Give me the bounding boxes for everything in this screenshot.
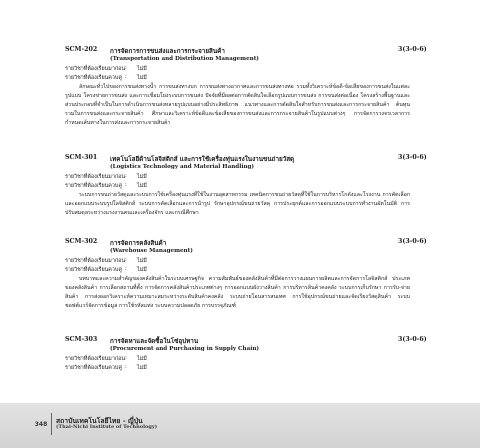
course-heading — [65, 336, 427, 346]
course-title-th: เทคโนโลยีด้านโลจิสติกส์ และการใช้เครื่องทุ่นแรงในงานขนถ่ายวัสดุ — [110, 156, 295, 163]
course-description: บทบาทและความสำคัญของคลังสินค้าในระบบเศรษฐกิจ ความสัมพันธ์ของคลังสินค้าที่มีต่อการวางแผนการผลิตและการจัดการโลจิสติกส์ ประเภทของคลังสินค้า การเลือกสถานที่ตั้ง การจัดการคลังสินค้าประเภทต่างๆ การออกแบบผังวางสินค้า การบริหารสินค้าคงคลัง ระบบการเก็บรักษา การรับ-จ่ายสินค้า การส่งออกวิเคราะห์ความเหมาะสมระหว่างระดับสินค้าคงคลัง ระบบถ่ายโอนสารสนเทศ การใช้อุปกรณ์ขนถ่ายและจัดเรียงวัสดุสินค้า ระบบชอฟต์แวร์จัดการข้อมูล การใช้รหัสแท่ง ระบบความปลอดภัย การบรรจุภัณฑ์ — [65, 276, 410, 309]
corequisite-label: รายวิชาที่ต้องเรียนควบคู่ — [65, 266, 122, 273]
corequisite-row — [65, 266, 410, 275]
corequisite-row — [65, 182, 410, 191]
corequisite-label: รายวิชาที่ต้องเรียนควบคู่ — [65, 182, 122, 189]
course-block — [65, 154, 427, 218]
prerequisite-value: ไม่มี — [137, 66, 147, 72]
course-description: ระบบการขนถ่ายวัสดุและระบบการใช้เครื่องทุ่นแรงที่ใช้ในงานอุตสาหกรรม เทคนิคการขนถ่ายวัสดุที่ใช้ในการบริหารโกดังและโรงงาน การคัดเลือกและออกแบบระบบรูปโลจิสติกส์ ระบบการคัดเลือกและการนำรูป รักษาอุปกรณ์ขนถ่ายวัสดุ การประยุกต์และการออกแบบระบบการทำงานอัตโนมัติ การปรับสมดุลระหว่างแรงงานคนและเครื่องจักร และกรณีศึกษา — [65, 192, 410, 216]
prerequisite-row — [65, 173, 410, 182]
corequisite-row — [65, 74, 410, 83]
course-heading — [65, 46, 427, 56]
course-title-en: (Procurement and Purchasing in Supply Chain) — [110, 346, 260, 352]
prerequisite-row — [65, 355, 410, 364]
colon-separator: : — [125, 73, 127, 80]
institute-name-th: สถาบันเทคโนโลยีไทย - ญี่ปุ่น — [56, 417, 143, 425]
institute-name-en: (Thai-Nichi Institute of Technology) — [56, 424, 158, 430]
course-code: SCM-301 — [65, 154, 98, 161]
course-title-en: (Transportation and Distribution Management) — [110, 56, 259, 62]
course-credits: 3(3-0-6) — [398, 238, 427, 245]
prerequisite-label: รายวิชาที่ต้องเรียนมาก่อน — [65, 66, 126, 72]
page-number: 348 — [34, 420, 48, 428]
prerequisite-value: ไม่มี — [137, 356, 147, 362]
colon-separator: : — [125, 173, 127, 179]
course-heading — [65, 154, 427, 164]
colon-separator: : — [125, 265, 127, 272]
course-title-en: (Warehouse Management) — [110, 248, 193, 254]
prerequisite-label: รายวิชาที่ต้องเรียนมาก่อน — [65, 258, 126, 264]
course-code: SCM-202 — [65, 46, 98, 53]
prerequisite-row — [65, 65, 410, 74]
prerequisite-value: ไม่มี — [137, 174, 147, 180]
course-block — [65, 238, 427, 311]
course-heading — [65, 238, 427, 248]
colon-separator: : — [125, 363, 127, 370]
course-credits: 3(3-0-6) — [398, 154, 427, 161]
page-footer — [0, 403, 480, 448]
course-title-en: (Logistics Technology and Material Handling) — [110, 164, 255, 170]
corequisite-value: ไม่มี — [137, 266, 147, 273]
course-block — [65, 46, 427, 128]
colon-separator: : — [125, 65, 127, 71]
course-code: SCM-303 — [65, 336, 98, 343]
corequisite-value: ไม่มี — [137, 182, 147, 189]
prerequisite-row — [65, 257, 410, 266]
course-title-th: การจัดการการขนส่งและการกระจายสินค้า — [110, 48, 225, 55]
colon-separator: : — [125, 355, 127, 361]
course-credits: 3(3-0-6) — [398, 336, 427, 343]
footer-divider — [51, 413, 52, 435]
course-description: ลักษณะทั่วไปของการขนส่งทางน้ำ การขนส่งทางบก การขนส่งทางอากาศและการขนส่งทางท่อ รวมทั้งวิเคราะห์ข้อดี-ข้อเสียของการขนส่งในแต่ละรูปแบบ โครงข่ายการขนส่ง และการเชื่อมโยงระบบการขนส่ง ปัจจัยที่มีผลต่อการตัดสินใจเลือกรูปแบบการขนส่ง การขนส่งต่อเนื่อง โครงสร้างพื้นฐานและส่วนประกอบที่จำเป็นในการดำเนินการขนส่งหลายรูปแบบอย่างมีประสิทธิภาพ แนวทางและการตัดสินใจสำหรับการขนส่งและการกระจายสินค้า ต้นทุนรวมในการขนส่งและกระจายสินค้า ศึกษาและวิเคราะห์ข้อดีและข้อเสียของการขนส่งและการกระจายสินค้าในรูปแบบต่างๆ การจัดการวงจรเวลาการกำหนดเส้นทางในการส่งและการกระจายสินค้า — [65, 84, 410, 126]
corequisite-value: ไม่มี — [137, 364, 147, 371]
course-credits: 3(3-0-6) — [398, 46, 427, 53]
course-code: SCM-302 — [65, 238, 98, 245]
prerequisite-label: รายวิชาที่ต้องเรียนมาก่อน — [65, 356, 126, 362]
corequisite-label: รายวิชาที่ต้องเรียนควบคู่ — [65, 74, 122, 81]
course-title-th: การจัดหาและจัดซื้อในโซ่อุปทาน — [110, 338, 199, 345]
course-block — [65, 336, 427, 372]
course-title-th: การจัดการคลังสินค้า — [110, 240, 167, 247]
prerequisite-value: ไม่มี — [137, 258, 147, 264]
corequisite-row — [65, 364, 410, 373]
colon-separator: : — [125, 181, 127, 188]
corequisite-label: รายวิชาที่ต้องเรียนควบคู่ — [65, 364, 122, 371]
corequisite-value: ไม่มี — [137, 74, 147, 81]
colon-separator: : — [125, 257, 127, 263]
prerequisite-label: รายวิชาที่ต้องเรียนมาก่อน — [65, 174, 126, 180]
